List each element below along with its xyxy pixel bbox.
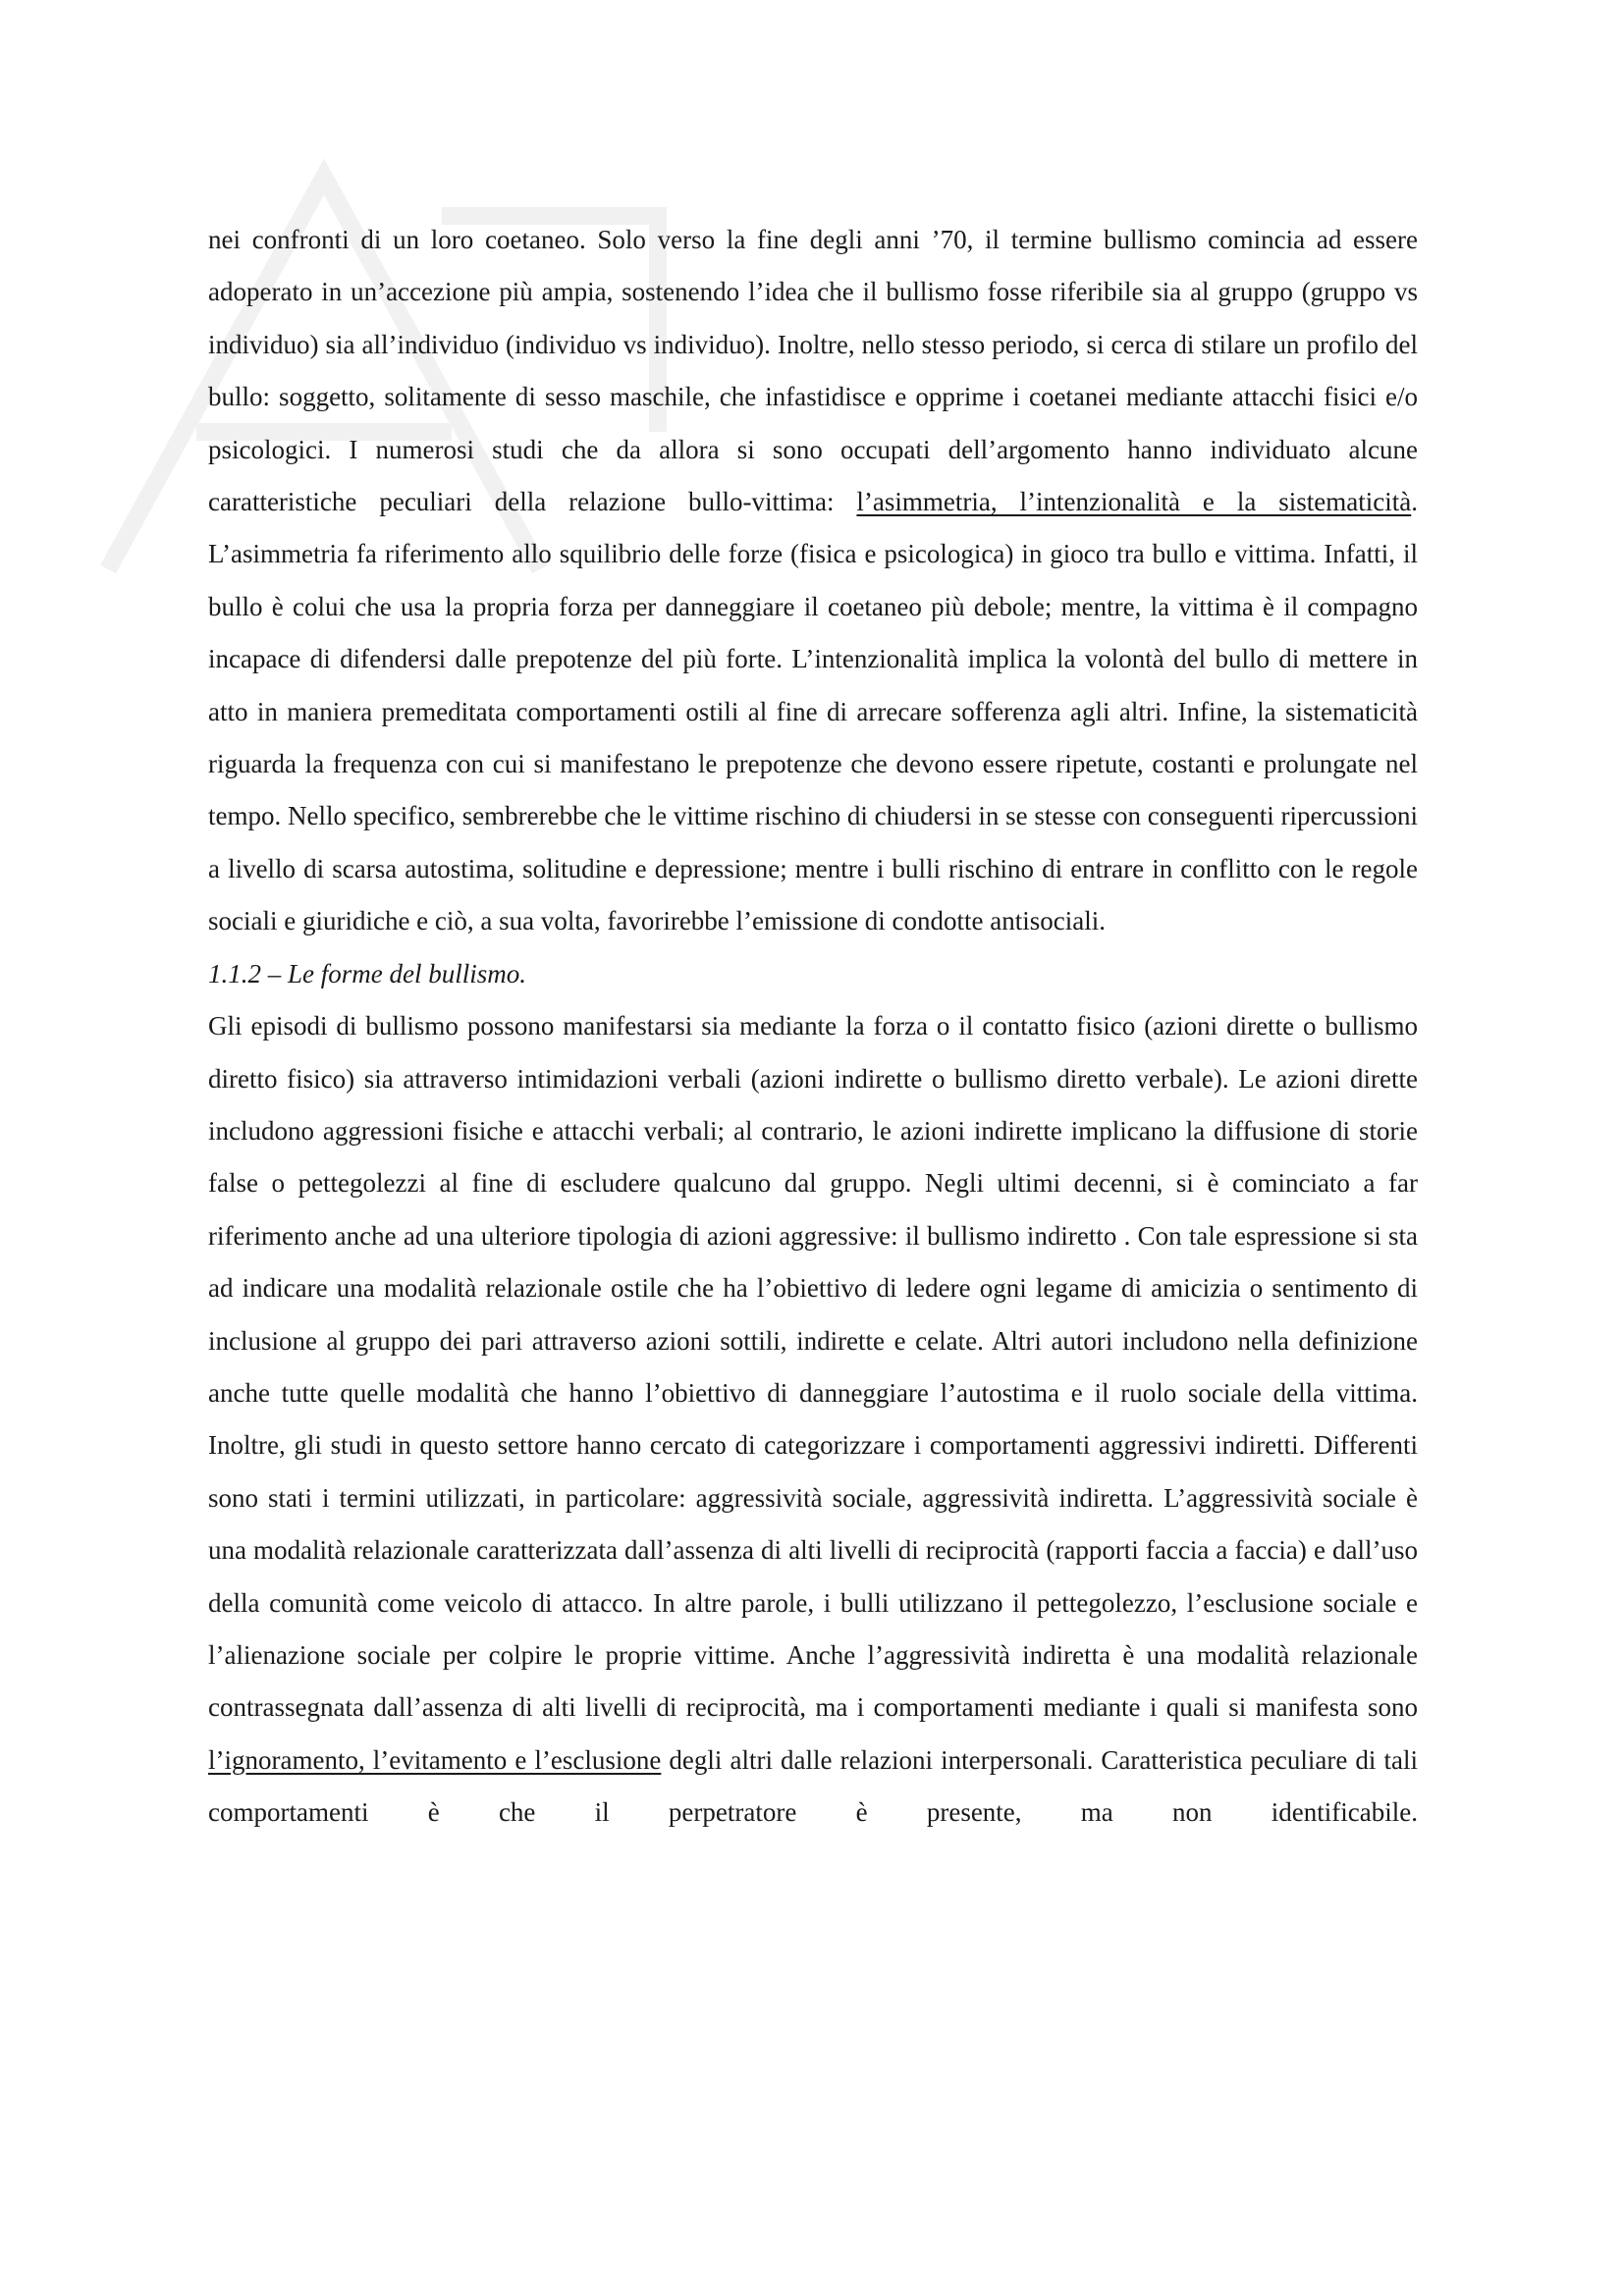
paragraph-2-text-end: degli altri dalle relazioni interpersonali. Caratteristica peculiare di tali comportamenti è che il perpetratore è presente, ma non identificabile. (208, 1744, 1418, 1828)
paragraph-forme-bullismo (208, 1000, 1418, 1840)
paragraph-1-text-end: . L’asimmetria fa riferimento allo squilibrio delle forze (fisica e psicologica) in gioco tra bullo e vittima. Infatti, il bullo è colui che usa la propria forza per danneggiare il coetaneo più debole; mentre, la vittima è il compagno incapace di difendersi dalle prepotenze del più forte. L’intenzionalità implica la volontà del bullo di mettere in atto in maniera premeditata comportamenti ostili al fine di arrecare sofferenza agli altri. Infine, la sistematicità riguarda la frequenza con cui si manifestano le prepotenze che devono essere ripetute, costanti e prolungate nel tempo. Nello specifico, sembrerebbe che le vittime rischino di chiudersi in se stesse con conseguenti ripercussioni a livello di scarsa autostima, solitudine e depressione; mentre i bulli rischino di entrare in conflitto con le regole sociali e giuridiche e ciò, a sua volta, favorirebbe l’emissione di condotte antisociali. (208, 487, 1418, 936)
underlined-phrase-behaviours: l’ignoramento, l’evitamento e l’esclusione (208, 1744, 662, 1775)
underlined-phrase-characteristics: l’asimmetria, l’intenzionalità e la sistematicità (856, 487, 1412, 517)
paragraph-asimmetria (208, 214, 1418, 948)
document-body (208, 214, 1418, 1840)
paragraph-2-text-start: Gli episodi di bullismo possono manifestarsi sia mediante la forza o il contatto fisico (azioni dirette o bullismo diretto fisico) sia attraverso intimidazioni verbali (azioni indirette o bullismo diretto verbale). Le azioni dirette includono aggressioni fisiche e attacchi verbali; al contrario, le azioni indirette implicano la diffusione di storie false o pettegolezzi al fine di escludere qualcuno dal gruppo. Negli ultimi decenni, si è cominciato a far riferimento anche ad una ulteriore tipologia di azioni aggressive: il bullismo indiretto . Con tale espressione si sta ad indicare una modalità relazionale ostile che ha l’obiettivo di ledere ogni legame di amicizia o sentimento di inclusione al gruppo dei pari attraverso azioni sottili, indirette e celate. Altri autori includono nella definizione anche tutte quelle modalità che hanno l’obiettivo di danneggiare l’autostima e il ruolo sociale della vittima. Inoltre, gli studi in questo settore hanno cercato di categorizzare i comportamenti aggressivi indiretti. Differenti sono stati i termini utilizzati, in particolare: aggressività sociale, aggressività indiretta. L’aggressività sociale è una modalità relazionale caratterizzata dall’assenza di alti livelli di reciprocità (rapporti faccia a faccia) e dall’uso della comunità come veicolo di attacco. In altre parole, i bulli utilizzano il pettegolezzo, l’esclusione sociale e l’alienazione sociale per colpire le proprie vittime. Anche l’aggressività indiretta è una modalità relazionale contrassegnata dall’assenza di alti livelli di reciprocità, ma i comportamenti mediante i quali si manifesta sono (208, 1011, 1418, 1723)
paragraph-1-text-start: nei confronti di un loro coetaneo. Solo verso la fine degli anni ’70, il termine bullismo comincia ad essere adoperato in un’accezione più ampia, sostenendo l’idea che il bullismo fosse riferibile sia al gruppo (gruppo vs individuo) sia all’individuo (individuo vs individuo). Inoltre, nello stesso periodo, si cerca di stilare un profilo del bullo: soggetto, solitamente di sesso maschile, che infastidisce e opprime i coetanei mediante attacchi fisici e/o psicologici. I numerosi studi che da allora si sono occupati dell’argomento hanno individuato alcune caratteristiche peculiari della relazione bullo-vittima: (208, 225, 1418, 517)
section-heading: 1.1.2 – Le forme del bullismo. (208, 958, 526, 988)
